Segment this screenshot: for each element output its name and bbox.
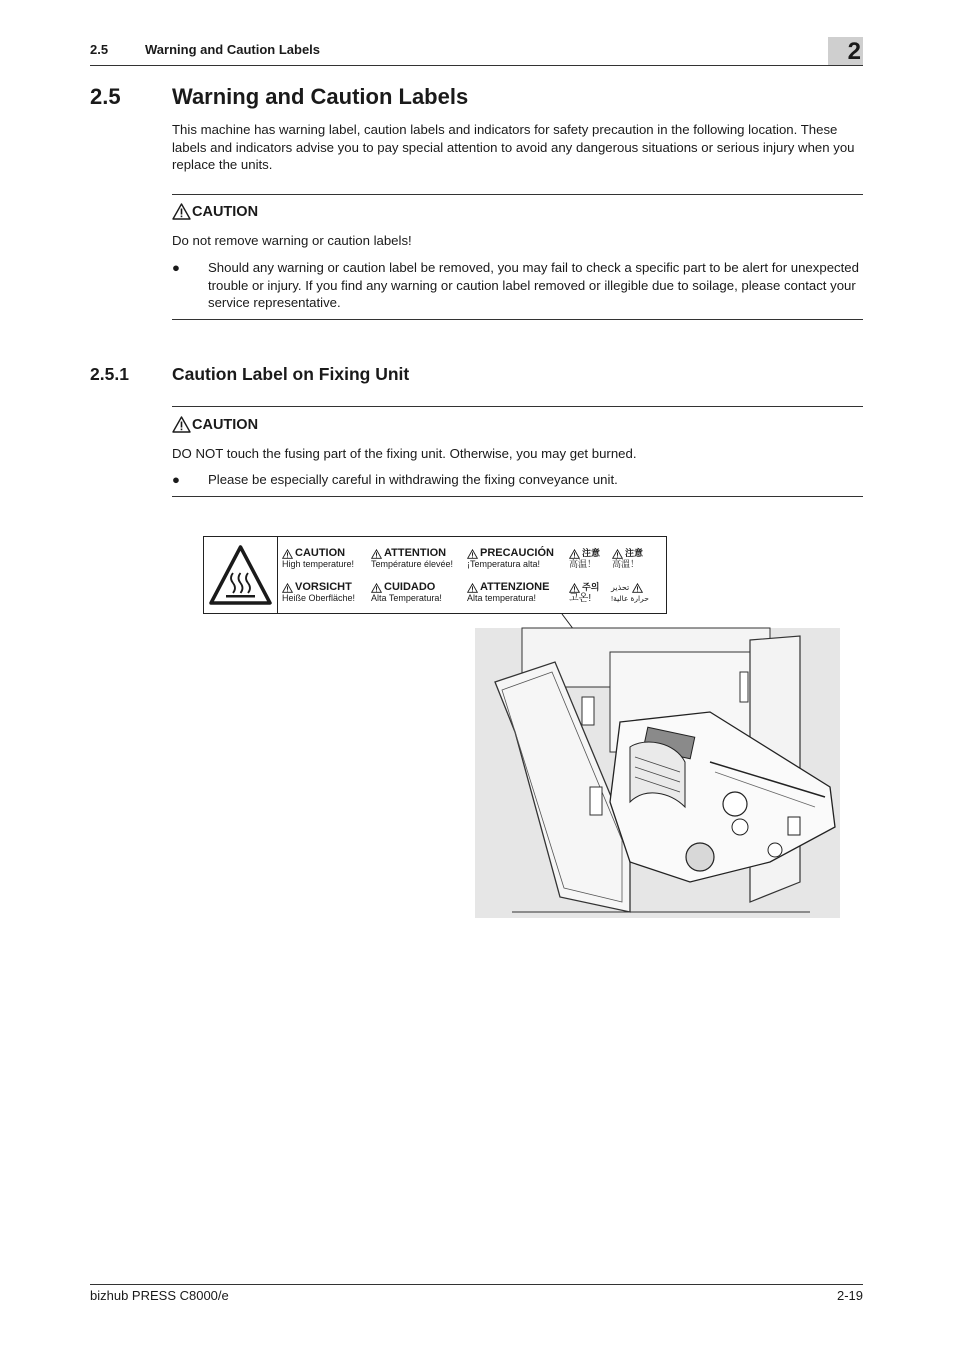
running-header-title: Warning and Caution Labels: [145, 42, 321, 57]
caution-heading: [172, 203, 258, 220]
label-cell: PRECAUCIÓN ¡Temperatura alta!: [467, 547, 554, 569]
caution-block-top-rule: [172, 194, 863, 195]
bullet-marker: ●: [172, 472, 180, 487]
caution-block-bottom-rule: [172, 319, 863, 320]
caution-text: Do not remove warning or caution labels!: [172, 233, 412, 248]
footer-page-number: 2-19: [836, 1288, 863, 1303]
subsection-number: 2.5.1: [90, 364, 129, 384]
bullet-marker: ●: [172, 260, 180, 275]
footer-divider: [90, 1284, 863, 1285]
label-cell: CAUTION High temperature!: [282, 547, 355, 569]
chapter-number-badge: 2: [828, 37, 863, 65]
running-header-section-number: 2.5: [90, 42, 109, 57]
warning-triangle-icon: [172, 203, 191, 220]
warning-triangle-icon: [467, 549, 478, 559]
caution-label-illustration: [203, 536, 667, 614]
label-cell: تحذير !حرارة عالية: [611, 583, 649, 603]
label-cell: ATTENTION Température élevée!: [371, 547, 454, 569]
caution-block-top-rule: [172, 406, 863, 407]
warning-triangle-icon: [632, 583, 643, 593]
warning-triangle-icon: [612, 549, 623, 559]
caution-bullet-text: Please be especially careful in withdrawing the fixing conveyance unit.: [208, 472, 618, 487]
caution-heading: [172, 416, 258, 433]
warning-triangle-icon: [569, 549, 580, 559]
caution-label: CAUTION: [192, 203, 259, 220]
label-cell: 注意 高溫！: [612, 548, 644, 569]
section-title: Warning and Caution Labels: [172, 84, 469, 109]
caution-bullet-text: Should any warning or caution label be removed, you may fail to check a specific part to be alert for unexpected trouble or injury. If you find any warning or caution label removed or illegible due to soilage, please contact your service representative.: [208, 260, 859, 311]
caution-text: DO NOT touch the fusing part of the fixing unit. Otherwise, you may get burned.: [172, 446, 637, 461]
caution-block-bottom-rule: [172, 496, 863, 497]
label-cell: VORSICHT Heiße Oberfläche!: [282, 581, 356, 603]
footer-product-name: bizhub PRESS C8000/e: [90, 1288, 229, 1303]
label-cell: ATTENZIONE Alta temperatura!: [467, 581, 550, 603]
caution-label: CAUTION: [192, 416, 259, 433]
subsection-title: Caution Label on Fixing Unit: [172, 364, 410, 384]
warning-triangle-icon: [282, 549, 293, 559]
hot-surface-icon: [204, 537, 277, 613]
fixing-unit-illustration: [470, 612, 850, 922]
section-number: 2.5: [90, 84, 121, 109]
header-divider: [90, 65, 863, 66]
label-cell: 주의 고온!: [569, 582, 600, 604]
intro-paragraph: This machine has warning label, caution labels and indicators for safety precaution in the following location. These labels and indicators advise you to pay special attention to avoid any dangerous situations or serious injury when you replace the units.: [172, 122, 855, 173]
warning-triangle-icon: [371, 549, 382, 559]
hot-surface-symbol: [204, 537, 278, 613]
warning-triangle-icon: [371, 583, 382, 593]
label-cell: CUIDADO Alta Temperatura!: [371, 581, 442, 603]
warning-triangle-icon: [569, 583, 580, 593]
label-cell: 注意 高温！: [569, 548, 601, 569]
warning-triangle-icon: [282, 583, 293, 593]
warning-triangle-icon: [467, 583, 478, 593]
warning-triangle-icon: [172, 416, 191, 433]
